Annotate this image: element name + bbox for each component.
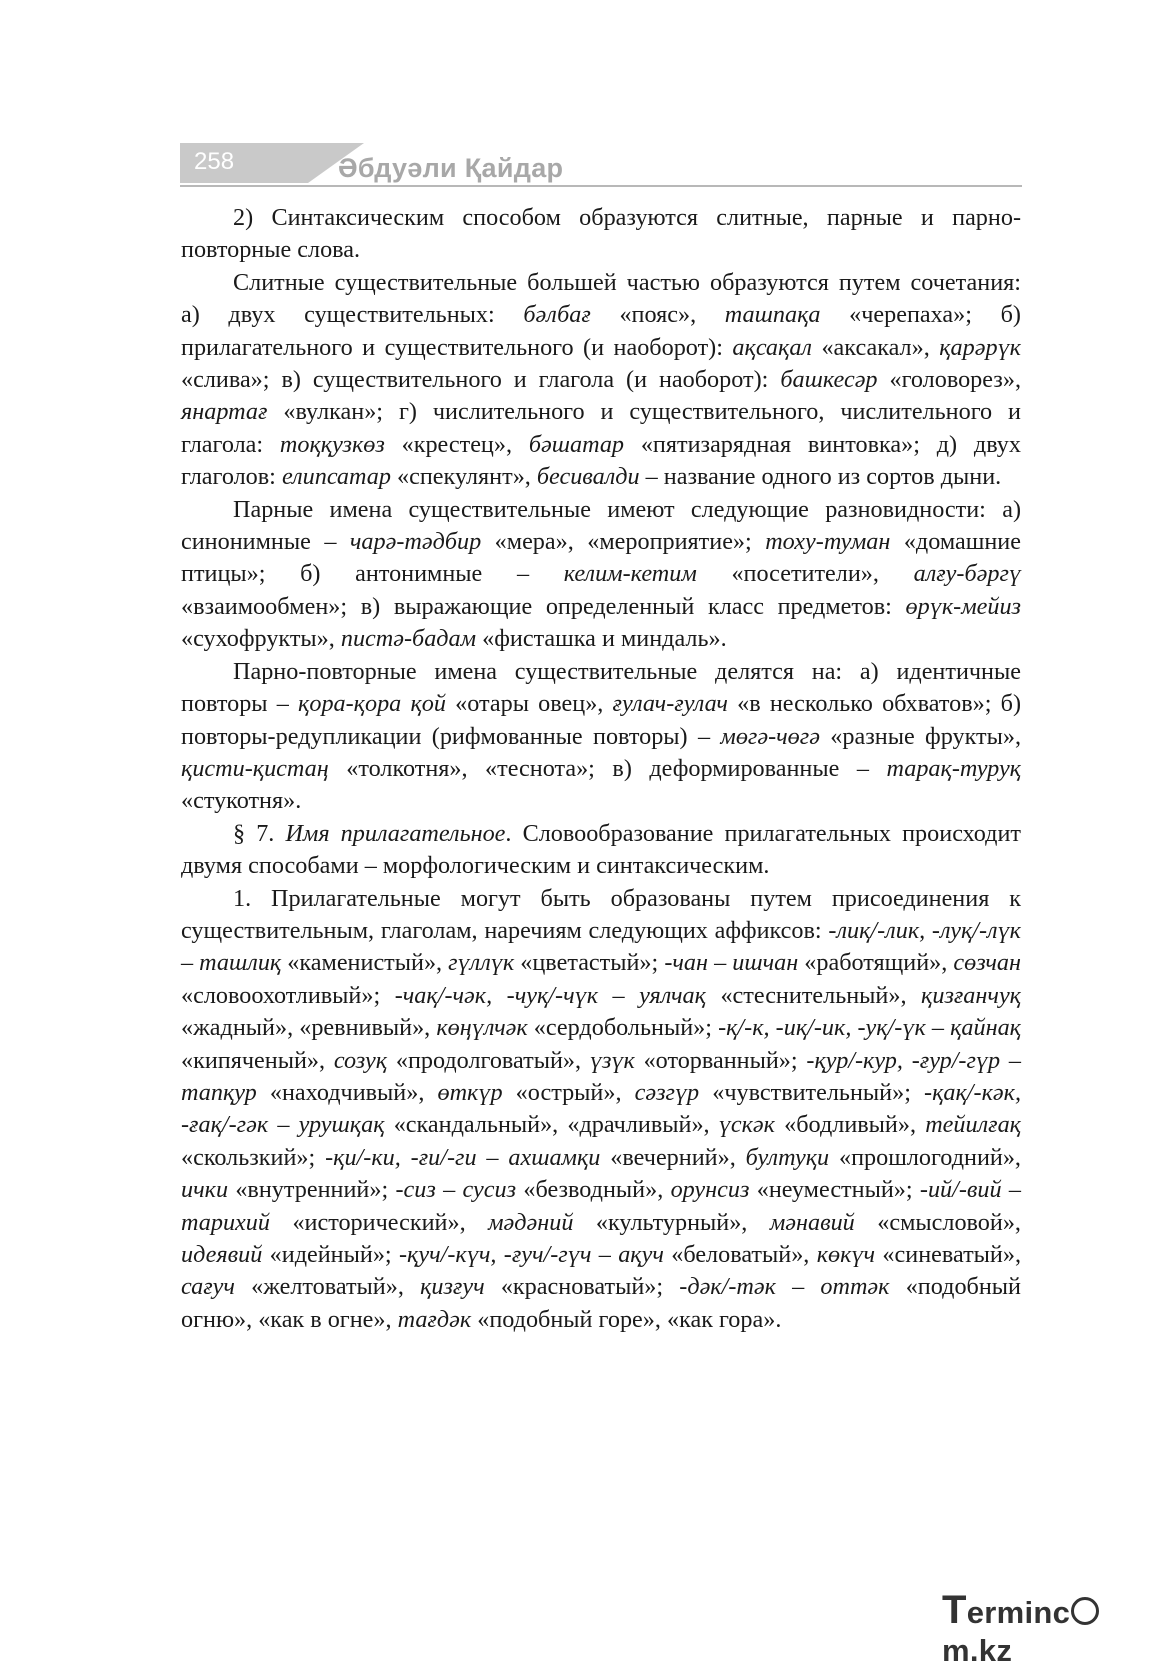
text-run: «домашние птицы»; б) антонимные – [181,528,1021,588]
text-run: «скандальный», «драчливый», [384,1111,719,1139]
text-run: «каменистый», [281,949,449,977]
italic-term: идеявий [181,1241,263,1268]
italic-term: ички [181,1176,229,1204]
italic-term: ташпақа [724,301,821,329]
text-run: «словоохотливый»; [181,981,395,1009]
italic-term: өткүр [437,1078,503,1106]
italic-term: тағдәк [397,1305,472,1333]
text-run: «отары овец», [445,690,613,718]
text-run: «работящий», [798,949,954,977]
italic-term: -чақ/-чәк, -чуқ/-чүк – уялчақ [394,981,706,1009]
text-run: Парные имена существительные имеют следующие разновидности: а) синонимные – [181,495,1021,556]
text-run: «взаимообмен»; в) выражающие определенный класс предметов: [181,592,906,620]
text-run: «неуместный»; [749,1176,920,1204]
text-run: Слитные существительные большей частью образуются путем сочетания: а) двух существительных: [181,268,1021,329]
italic-term: өрүк-мейиз [905,592,1021,620]
header-rule [180,185,1022,187]
italic-term: -чан – ишчан [664,949,799,977]
paragraph [181,818,1021,883]
text-run: «продолговатый», [387,1046,590,1074]
paragraph [181,883,1021,1337]
italic-term: қора-қора қой [298,690,446,718]
text-run: «стеснительный», [705,981,922,1009]
italic-term: чарә-тәдбир [349,528,482,556]
italic-term: -қуч/-күч, -ғуч/-гүч – ақуч [399,1241,664,1268]
paragraph [181,202,1021,267]
text-run: 2) Синтаксическим способом образуются слитные, парные и парно-повторные слова. [181,204,1021,264]
italic-term: -ий/-вий – тарихий [181,1176,1021,1236]
italic-term: бәлбағ [523,301,591,329]
text-run: «аксакал», [811,333,940,361]
text-run: «прошлогодний», [829,1143,1021,1171]
text-run: «черепаха»; б) прилагательного и существительного (и наоборот): [181,301,1021,361]
italic-term: -қи/-ки, -ғи/-ги – ахшамқи [325,1143,601,1171]
italic-term: -қур/-кур, -ғур/-гүр – тапқур [181,1046,1021,1106]
italic-term: -сиз – сусиз [395,1176,517,1204]
text-run: «фисташка и миндаль». [476,625,727,653]
text-run: «в несколько обхватов»; б) повторы-редупликации (рифмованные повторы) – [181,690,1021,750]
italic-term: сәзгүр [634,1078,700,1106]
text-run: «исторический», [269,1208,489,1236]
italic-term: мәдәний [488,1208,574,1236]
page-number: 258 [194,148,235,175]
text-run: «жадный», «ревнивый», [181,1014,437,1042]
text-run: «разные фрукты», [819,722,1021,750]
italic-term: қизғанчуқ [921,981,1021,1009]
italic-term: ғулач-ғулач [612,690,728,718]
italic-term: тоққузкөз [279,430,385,458]
italic-term: ақсақал [732,333,812,361]
body-text [181,202,1021,1336]
paragraph [181,267,1021,494]
italic-term: -лиқ/-лик, -луқ/-лүк – ташлиқ [181,916,1021,977]
italic-term: орунсиз [670,1176,750,1204]
italic-term: мөгә-чөгә [720,722,820,750]
text-run: «смысловой», [854,1208,1021,1236]
text-run: «внутренний»; [228,1176,396,1204]
text-run: «сердобольный»; [527,1014,719,1042]
italic-term: қисти-қистаң [181,754,329,782]
italic-term: қизғуч [420,1273,485,1301]
italic-term: көңүлчәк [436,1014,528,1042]
italic-term: үскәк [718,1111,775,1139]
italic-term: келим-кетим [563,560,697,588]
text-run: «вечерний», [600,1143,746,1171]
italic-term: алғу-бәргү [913,560,1021,588]
text-run: . Словообразование прилагательных происходит двумя способами – морфологическим и синтаксическим. [181,819,1021,880]
text-run: «цветастый»; [514,949,665,977]
text-run: «толкотня», «теснота»; в) деформированные – [328,754,887,782]
paragraph [181,656,1021,818]
text-run: «находчивый», [256,1078,438,1106]
page-header [180,143,1022,191]
italic-term: сөзчан [953,949,1021,977]
text-run: «безводный», [516,1176,671,1204]
text-run: «идейный»; [262,1241,399,1268]
text-run: «синеватый», [875,1241,1021,1268]
text-run: «мера», «мероприятие»; [481,528,766,556]
italic-term: янартағ [181,398,268,426]
italic-term: тоху-туман [765,528,891,556]
italic-term: гүллүк [448,949,515,977]
text-run: «сухофрукты», [181,625,341,653]
text-run: «желтоватый», [234,1273,421,1301]
italic-term: елипсатар [281,463,391,491]
italic-term: мәнавий [769,1208,855,1236]
italic-term: пистә-бадам [340,625,477,653]
italic-term: башкесәр [780,366,878,394]
text-run: «головорез», [877,366,1021,394]
text-run: «спекулянт», [390,463,537,491]
italic-term: -қ/-к, -иқ/-ик, -уқ/-үк – қайнақ [718,1014,1021,1042]
text-run: «стукотня». [181,787,302,815]
text-run: «оторванный»; [634,1046,807,1074]
italic-term: бултуқи [745,1143,830,1171]
italic-term: бәшатар [528,430,625,458]
text-run: «скользкий»; [181,1143,326,1171]
site-watermark-logo: Termincm.kz [942,1588,1158,1669]
text-run: Парно-повторные имена существительные делятся на: а) идентичные повторы – [181,657,1021,718]
text-run: – название одного из сортов дыни. [639,463,1002,491]
text-run: «посетители», [696,560,914,588]
text-run: «острый», [502,1078,635,1106]
italic-term: тейилғақ [925,1111,1021,1139]
paragraph [181,494,1021,656]
magnifier-icon [1071,1597,1099,1625]
text-run: «чувствительный»; [699,1078,925,1106]
page-number-tab [180,143,308,183]
text-run: «беловатый», [663,1241,817,1268]
running-head-author: Әбдуәли Қайдар [338,153,564,183]
text-run: § 7. [233,819,286,847]
italic-term: -қақ/-кәк, -ғақ/-гәк – урушқақ [181,1078,1021,1139]
italic-term: бесивалди [536,463,640,491]
text-run: «красноватый»; [484,1273,680,1301]
italic-term: көкүч [816,1241,876,1268]
text-run: «кипяченый», [181,1046,334,1074]
text-run: «слива»; в) существительного и глагола (и наоборот): [181,366,781,394]
text-run: 1. Прилагательные могут быть образованы путем присоединения к существительным, глаголам, наречиям следующих аффиксов: [181,884,1021,944]
text-run: «культурный», [573,1208,770,1236]
italic-term: қарәрүк [939,333,1021,361]
text-run: «бодливый», [774,1111,926,1139]
text-run: «вулкан»; г) числительного и существительного, числительного и глагола: [181,398,1021,458]
italic-term: сағуч [181,1273,235,1301]
italic-term: Имя прилагательное [285,819,506,847]
italic-term: -дәк/-тәк – оттәк [679,1273,890,1301]
italic-term: тарақ-туруқ [886,754,1021,782]
text-run: «крестец», [384,430,529,458]
text-run: «пояс», [590,301,725,329]
italic-term: үзүк [589,1046,635,1074]
italic-term: созуқ [333,1046,388,1074]
text-run: «пятизарядная винтовка»; д) двух глаголов: [181,430,1021,491]
text-run: «подобный огню», «как в огне», [181,1273,1021,1333]
text-run: «подобный горе», «как гора». [471,1305,782,1333]
